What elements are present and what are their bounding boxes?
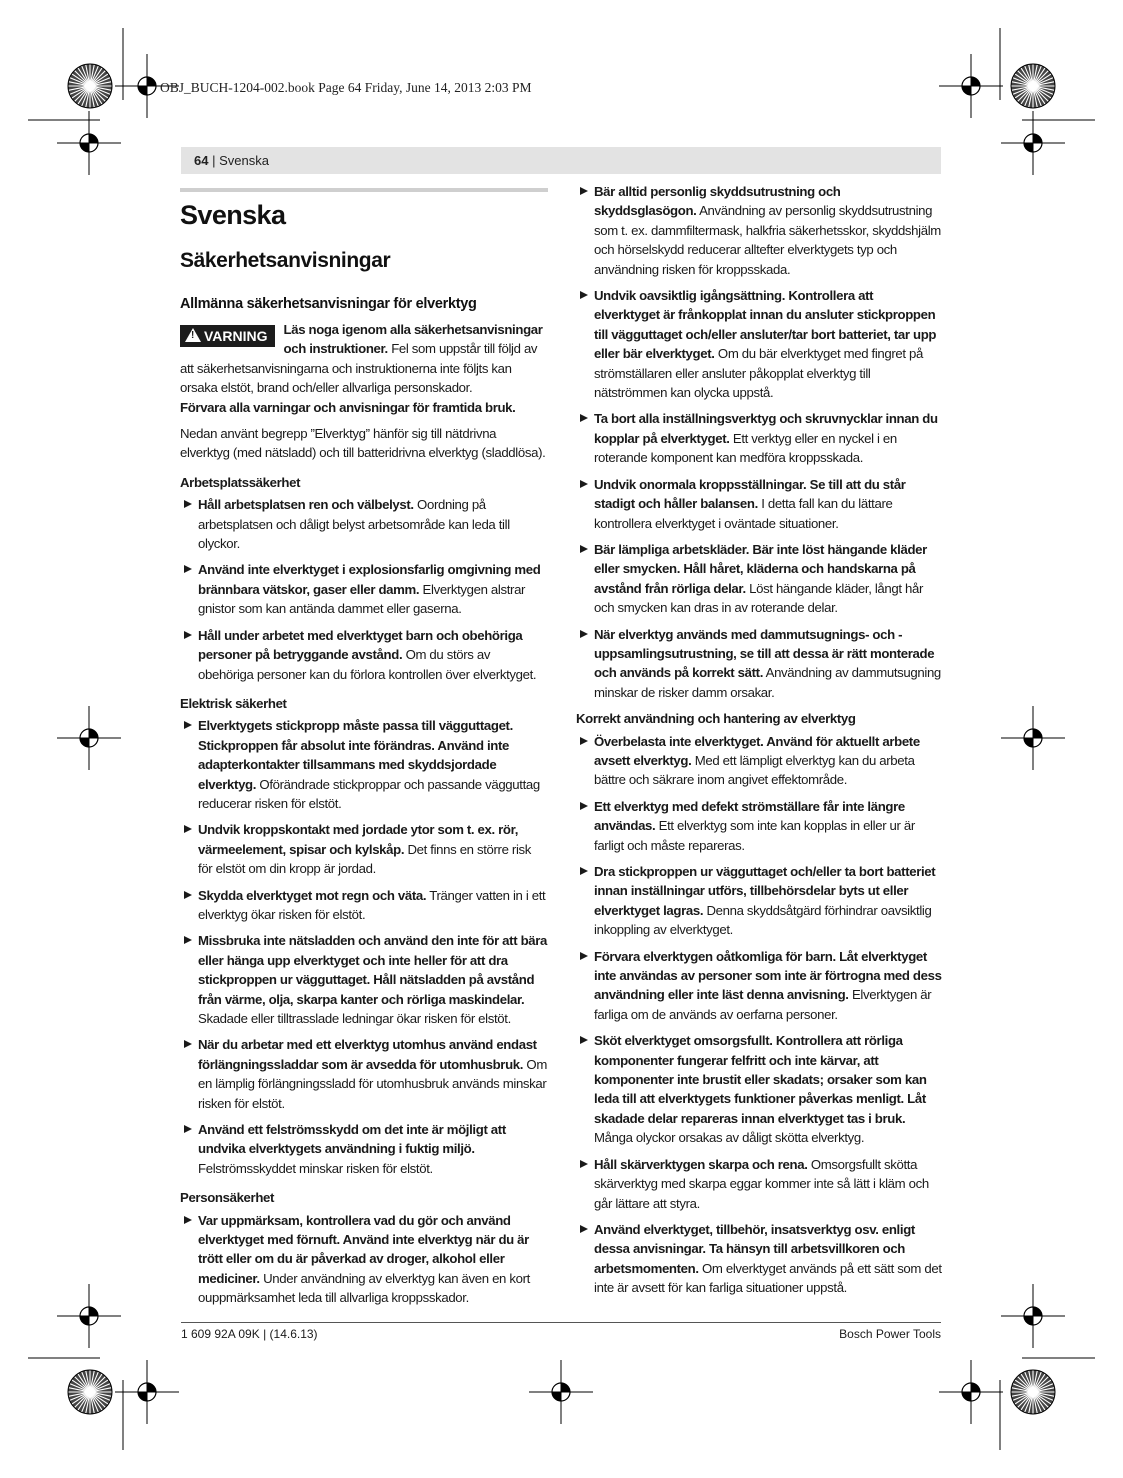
list-item bbox=[576, 409, 942, 467]
item-text: Användning av dammutsugning minskar de risker damm orsakar. bbox=[594, 665, 941, 700]
bullet-arrow-icon bbox=[580, 480, 588, 488]
subsection-title: Allmänna säkerhetsanvisningar för elverktyg bbox=[180, 296, 477, 312]
bullet-arrow-icon bbox=[184, 1216, 192, 1224]
item-bold-text: Dra stickproppen ur vägguttaget och/eller ta bort batteriet innan inställningar utförs, tillbehörsdelar byts ut eller elverktyget lagras. bbox=[594, 864, 936, 918]
bullet-arrow-icon bbox=[580, 952, 588, 960]
bullet-list bbox=[180, 716, 548, 1178]
item-text: Tränger vatten in i ett elverktyg ökar risken för elstöt. bbox=[198, 887, 546, 922]
footer-rule bbox=[181, 1322, 941, 1323]
item-bold-text: Bär lämpliga arbetskläder. Bär inte löst hängande kläder eller smycken. Håll håret, kläderna och handskarna på avstånd från rörliga delar. bbox=[594, 541, 927, 596]
list-item bbox=[180, 820, 548, 878]
warning-triangle-icon: ! bbox=[185, 328, 201, 342]
item-text: Elverktygen är farliga om de används av oerfarna personer. bbox=[594, 987, 932, 1022]
item-text: Skadade eller tilltrasslade ledningar ökar risken för elstöt. bbox=[198, 1011, 511, 1026]
definition-text: Nedan använt begrepp ”Elverktyg” hänför sig till nätdrivna elverktyg (med nätsladd) och till batteridrivna elverktyg (sladdlösa). bbox=[180, 426, 546, 461]
item-text: Om en lämplig förlängningssladd för utomhusbruk används minskar risken för elstöt. bbox=[198, 1056, 547, 1111]
bullet-arrow-icon bbox=[580, 291, 588, 299]
page-header-bar bbox=[181, 147, 941, 174]
list-item bbox=[576, 732, 942, 790]
item-text: Användning av personlig skyddsutrustning som t. ex. dammfiltermask, halkfria säkerhetsskor, skyddshjälm och hörselskydd reducerar alltefter elverktygets typ och användning risken för kroppsskada. bbox=[594, 203, 941, 277]
bullet-arrow-icon bbox=[184, 825, 192, 833]
item-bold-text: Var uppmärksam, kontrollera vad du gör och använd elverktyget med förnuft. Använd inte elverktyg när du är trött eller om du är påverkad av droger, alkohol eller mediciner. bbox=[198, 1212, 529, 1286]
footer-brand: Bosch Power Tools bbox=[839, 1327, 941, 1341]
bullet-list bbox=[180, 495, 548, 684]
bullet-arrow-icon bbox=[580, 545, 588, 553]
page-title: Svenska bbox=[180, 200, 286, 230]
bullet-arrow-icon bbox=[184, 500, 192, 508]
list-item bbox=[180, 1120, 548, 1178]
item-text: Under användning av elverktyg kan även en kort ouppmärksamhet leda till allvarliga kroppsskador. bbox=[198, 1270, 530, 1306]
keep-note: Förvara alla varningar och anvisningar för framtida bruk. bbox=[180, 399, 516, 415]
footer-doc-number: 1 609 92A 09K | (14.6.13) bbox=[181, 1327, 318, 1341]
item-bold-text: Använd ett felströmsskydd om det inte är möjligt att undvika elverktygets användning i fuktig miljö. bbox=[198, 1122, 506, 1157]
list-item bbox=[576, 1031, 942, 1147]
list-item bbox=[576, 1155, 942, 1213]
bullet-arrow-icon bbox=[184, 1125, 192, 1133]
bullet-arrow-icon bbox=[580, 1036, 588, 1044]
item-bold-text: Använd inte elverktyget i explosionsfarlig omgivning med brännbara vätskor, gaser eller damm. bbox=[198, 562, 541, 597]
item-bold-text: Undvik onormala kroppsställningar. Se till att du står stadigt och håller balansen. bbox=[594, 476, 906, 512]
item-bold-text: Ett elverktyg med defekt strömställare får inte längre användas. bbox=[594, 798, 905, 834]
right-list-1 bbox=[576, 182, 942, 702]
list-item bbox=[576, 182, 942, 279]
item-bold-text: Förvara elverktygen oåtkomliga för barn. Låt elverktyget inte användas av personer som inte är förtrogna med dess användning eller inte läst denna anvisning. bbox=[594, 948, 942, 1003]
left-column bbox=[180, 188, 548, 1315]
section-heading: Arbetsplatssäkerhet bbox=[180, 474, 301, 490]
item-text: Elverktygen alstrar gnistor som kan antända dammet eller gaserna. bbox=[198, 581, 526, 617]
bullet-arrow-icon bbox=[184, 891, 192, 899]
item-text: Om du bär elverktyget med fingret på strömställaren eller ansluter påkopplat elverktyg till nätströmmen kan olycka uppstå. bbox=[594, 346, 924, 401]
bullet-arrow-icon bbox=[184, 1040, 192, 1048]
bullet-arrow-icon bbox=[580, 630, 588, 638]
item-bold-text: Skydda elverktyget mot regn och väta. bbox=[198, 887, 427, 903]
item-text: Ett elverktyg som inte kan kopplas in eller ur är farligt och måste repareras. bbox=[594, 818, 915, 853]
warning-text: Fel som uppstår till följd av att säkerhetsanvisningarna och instruktionerna inte följts kan orsaka elstöt, brand och/eller allvarliga personskador. bbox=[180, 341, 538, 396]
page-header bbox=[194, 153, 269, 168]
bullet-arrow-icon bbox=[580, 1160, 588, 1168]
item-bold-text: När elverktyg används med dammutsugnings- och -uppsamlingsutrustning, se till att dessa är rätt monterade och används på korrekt sätt. bbox=[594, 626, 935, 681]
item-bold-text: När du arbetar med ett elverktyg utomhus använd endast förlängningssladdar som är avsedda för utomhusbruk. bbox=[198, 1037, 537, 1072]
item-bold-text: Undvik oavsiktlig igångsättning. Kontrollera att elverktyget är frånkopplat innan du ansluter stickproppen till vägguttaget och/eller ansluter/tar bort batteriet, tar upp eller bär elverktyget. bbox=[594, 288, 937, 362]
item-bold-text: Håll arbetsplatsen ren och välbelyst. bbox=[198, 497, 414, 513]
item-bold-text: Håll under arbetet med elverktyget barn och obehöriga personer på betryggande avstånd. bbox=[198, 627, 523, 663]
bullet-arrow-icon bbox=[580, 737, 588, 745]
list-item bbox=[576, 797, 942, 855]
header-section: Svenska bbox=[219, 153, 269, 168]
item-text: Löst hängande kläder, långt hår och smycken kan dras in av roterande delar. bbox=[594, 580, 924, 616]
item-text: Omsorgsfullt skötta skärverktyg med skarpa eggar kommer inte så lätt i kläm och går lättare att styra. bbox=[594, 1156, 929, 1211]
item-bold-text: Elverktygets stickpropp måste passa till vägguttaget. Stickproppen får absolut inte förändras. Använd inte adapterkontakter tillsammans med skyddsjordade elverktyg. bbox=[198, 718, 513, 792]
list-item bbox=[180, 931, 548, 1028]
warning-badge-label: VARNING bbox=[204, 328, 268, 344]
item-text: Oförändrade stickproppar och passande vägguttag reducerar risken för elstöt. bbox=[198, 776, 540, 811]
item-text: Denna skyddsåtgärd förhindrar oavsiktlig inkoppling av elverktyget. bbox=[594, 902, 932, 938]
list-item bbox=[180, 716, 548, 813]
item-text: Oordning på arbetsplatsen och dåligt belyst arbetsområde kan leda till olyckor. bbox=[198, 497, 510, 552]
item-bold-text: Ta bort alla inställningsverktyg och skruvnycklar innan du kopplar på elverktyget. bbox=[594, 411, 938, 446]
list-item bbox=[180, 1035, 548, 1113]
list-item bbox=[576, 1220, 942, 1298]
warning-paragraph bbox=[180, 320, 548, 398]
right-column bbox=[576, 182, 942, 1305]
list-item bbox=[576, 947, 942, 1025]
page-number: 64 bbox=[194, 153, 209, 168]
list-item bbox=[576, 540, 942, 618]
item-text: Ett verktyg eller en nyckel i en roterande komponent kan medföra kroppsskada. bbox=[594, 430, 897, 466]
item-text: Med ett lämpligt elverktyg kan du arbeta bättre och säkrare inom angivet effektområde. bbox=[594, 752, 915, 788]
list-item bbox=[576, 286, 942, 402]
item-bold-text: Missbruka inte nätsladden och använd den inte för att bära eller hänga upp elverktyget och inte heller för att dra stickproppen ur vägguttaget. Håll nätsladden på avstånd från värme, olja, skarpa kanter och rörliga maskindelar. bbox=[198, 933, 548, 1007]
item-text: Om elverktyget används på ett sätt som det inte är avsett för kan farliga situationer uppstå. bbox=[594, 1260, 942, 1296]
list-item bbox=[576, 475, 942, 533]
bullet-arrow-icon bbox=[580, 187, 588, 195]
list-item bbox=[576, 625, 942, 703]
list-item bbox=[180, 560, 548, 618]
item-bold-text: Sköt elverktyget omsorgsfullt. Kontrollera att rörliga komponenter fungerar felfritt och inte kärvar, att komponenter inte brustit eller skadats; orsaker som kan leda till att elverktygets funktioner påverkas menligt. Låt skadade delar repareras innan elverktyget tas i bruk. bbox=[594, 1033, 927, 1126]
section-title: Säkerhetsanvisningar bbox=[180, 249, 391, 272]
bullet-arrow-icon bbox=[580, 414, 588, 422]
section-heading: Personsäkerhet bbox=[180, 1190, 275, 1206]
item-text: Om du störs av obehöriga personer kan du förlora kontrollen över elverktyget. bbox=[198, 647, 537, 682]
item-text: Felströmsskyddet minskar risken för elstöt. bbox=[198, 1160, 433, 1176]
item-text: Det finns en större risk för elstöt om din kropp är jordad. bbox=[198, 841, 532, 877]
section-heading: Elektrisk säkerhet bbox=[180, 695, 287, 711]
item-bold-text: Håll skärverktygen skarpa och rena. bbox=[594, 1156, 808, 1172]
list-item bbox=[180, 495, 548, 553]
warning-badge bbox=[180, 325, 275, 347]
bullet-arrow-icon bbox=[184, 721, 192, 729]
list-item bbox=[180, 626, 548, 684]
title-rule bbox=[180, 188, 548, 192]
list-item bbox=[180, 886, 548, 925]
left-sections bbox=[180, 473, 548, 1308]
right-section-heading: Korrekt användning och hantering av elverktyg bbox=[576, 711, 856, 727]
bullet-arrow-icon bbox=[580, 802, 588, 810]
item-bold-text: Bär alltid personlig skyddsutrustning och skyddsglasögon. bbox=[594, 184, 841, 219]
item-text: I detta fall kan du lättare kontrollera elverktyget i oväntade situationer. bbox=[594, 496, 893, 531]
bullet-arrow-icon bbox=[184, 936, 192, 944]
item-text: Många olyckor orsakas av dåligt skötta elverktyg. bbox=[594, 1130, 865, 1146]
bullet-arrow-icon bbox=[580, 1225, 588, 1233]
list-item bbox=[180, 1211, 548, 1308]
item-bold-text: Överbelasta inte elverktyget. Använd för aktuellt arbete avsett elverktyg. bbox=[594, 733, 920, 768]
item-bold-text: Undvik kroppskontakt med jordade ytor som t. ex. rör, värmeelement, spisar och kylskåp. bbox=[198, 822, 519, 857]
right-list-2 bbox=[576, 732, 942, 1298]
bullet-arrow-icon bbox=[580, 867, 588, 875]
bullet-arrow-icon bbox=[184, 565, 192, 573]
book-info-line: OBJ_BUCH-1204-002.book Page 64 Friday, June 14, 2013 2:03 PM bbox=[160, 80, 532, 95]
warning-bold: Läs noga igenom alla säkerhetsanvisningar och instruktioner. bbox=[283, 322, 543, 357]
header-separator: | bbox=[208, 153, 220, 168]
list-item bbox=[576, 862, 942, 940]
bullet-list bbox=[180, 1211, 548, 1308]
bullet-arrow-icon bbox=[184, 631, 192, 639]
item-bold-text: Använd elverktyget, tillbehör, insatsverktyg osv. enligt dessa anvisningar. Ta hänsyn till arbetsvillkoren och arbetsmomenten. bbox=[594, 1221, 915, 1276]
